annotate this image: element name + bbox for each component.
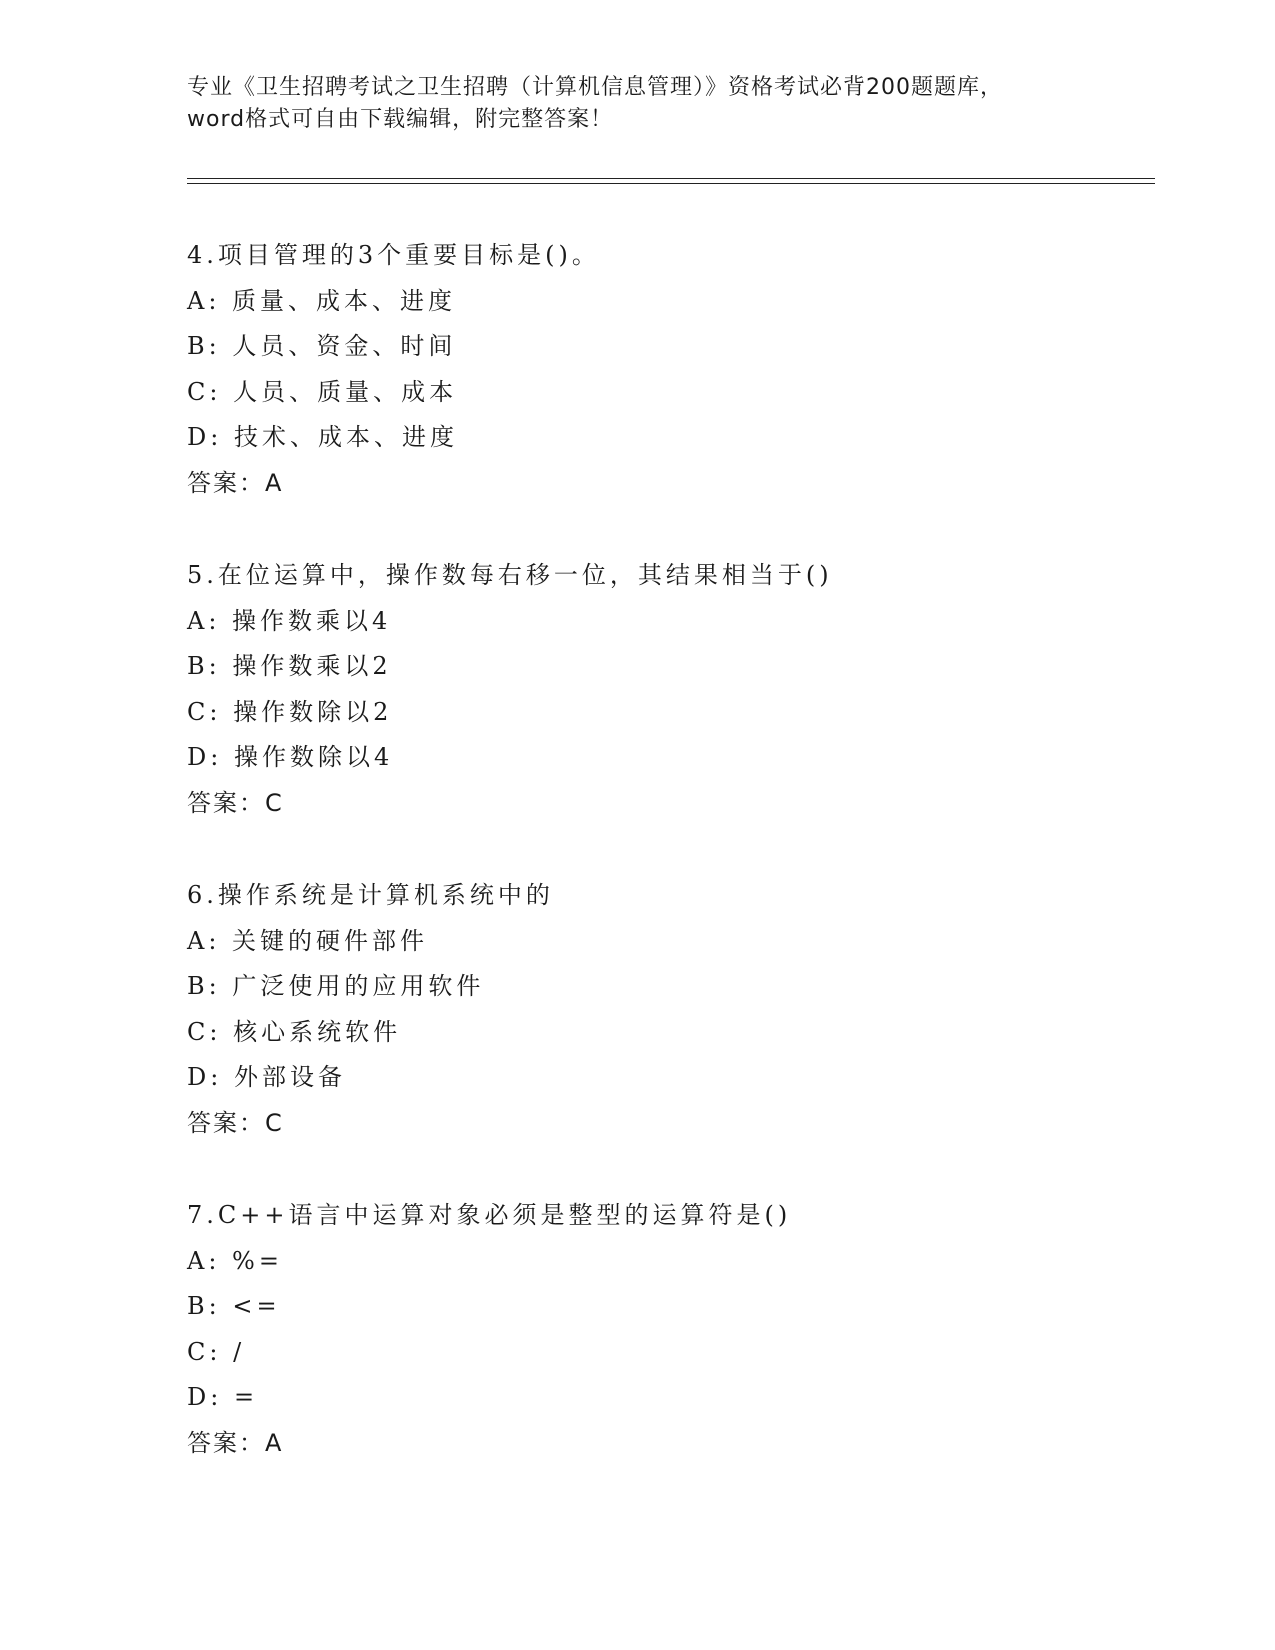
header-divider-bottom bbox=[187, 183, 1155, 184]
question-6 bbox=[187, 873, 1087, 1146]
question-stem: 6.操作系统是计算机系统中的 bbox=[187, 881, 554, 909]
question-4 bbox=[187, 233, 1087, 506]
option-b: B: <= bbox=[187, 1292, 281, 1320]
option-a: A: 操作数乘以4 bbox=[187, 606, 392, 635]
question-stem: 5.在位运算中，操作数每右移一位，其结果相当于() bbox=[187, 561, 833, 589]
option-d: D: 操作数除以4 bbox=[187, 743, 394, 771]
option-b: B: 人员、资金、时间 bbox=[187, 332, 457, 360]
answer: 答案：A bbox=[187, 1428, 284, 1457]
question-7 bbox=[187, 1193, 1087, 1466]
option-c: C: 操作数除以2 bbox=[187, 697, 393, 726]
header-line-1: 专业《卫生招聘考试之卫生招聘（计算机信息管理）》资格考试必背200题题库， bbox=[187, 75, 1003, 100]
option-a: A: %= bbox=[187, 1246, 283, 1275]
option-b: B: 操作数乘以2 bbox=[187, 652, 392, 680]
option-c: C: 核心系统软件 bbox=[187, 1017, 402, 1046]
option-c: C: 人员、质量、成本 bbox=[187, 377, 458, 406]
question-5 bbox=[187, 553, 1087, 826]
document-header bbox=[187, 72, 1087, 136]
option-a: A: 关键的硬件部件 bbox=[187, 926, 429, 955]
answer: 答案：A bbox=[187, 468, 284, 497]
option-a: A: 质量、成本、进度 bbox=[187, 286, 457, 315]
option-d: D: 外部设备 bbox=[187, 1063, 346, 1091]
header-line-2: word格式可自由下载编辑，附完整答案！ bbox=[187, 107, 614, 132]
option-d: D: = bbox=[187, 1383, 259, 1411]
header-divider-top bbox=[187, 178, 1155, 179]
option-b: B: 广泛使用的应用软件 bbox=[187, 972, 485, 1000]
question-stem: 7.C++语言中运算对象必须是整型的运算符是() bbox=[187, 1201, 792, 1229]
option-d: D: 技术、成本、进度 bbox=[187, 423, 458, 451]
question-stem: 4.项目管理的3个重要目标是()。 bbox=[187, 241, 600, 269]
answer: 答案：C bbox=[187, 788, 284, 817]
answer: 答案：C bbox=[187, 1108, 284, 1137]
option-c: C: / bbox=[187, 1337, 246, 1366]
